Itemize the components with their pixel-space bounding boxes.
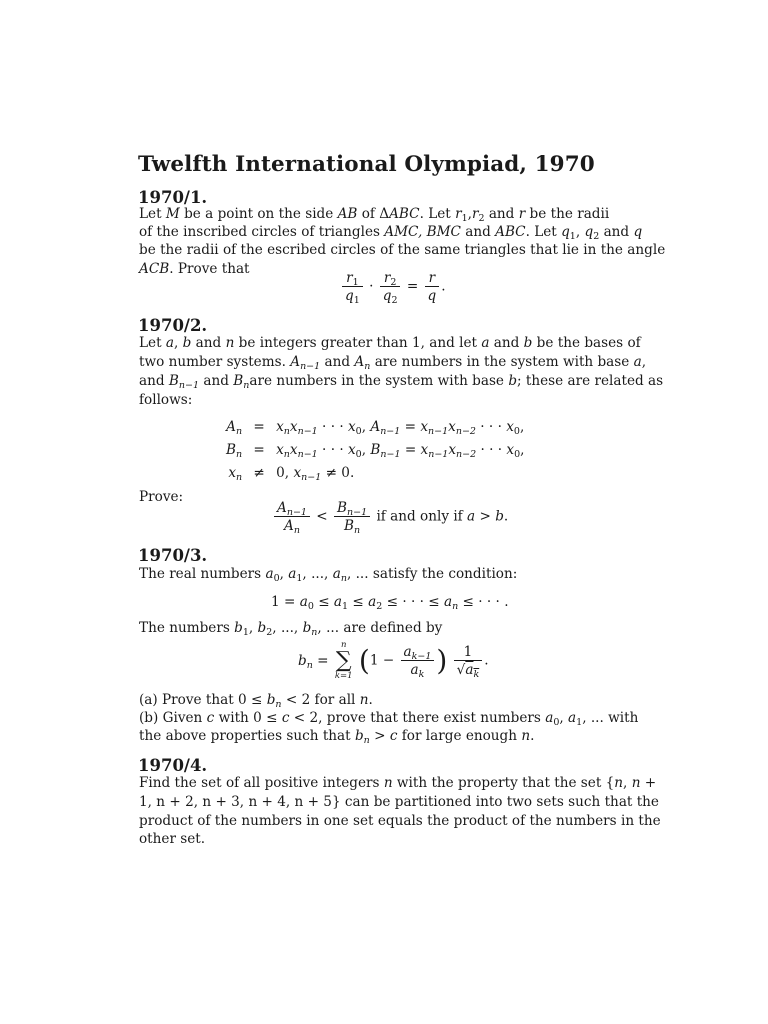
summation-sign: n ∑ k=1 [334,640,353,681]
problem-heading-2: 1970/2. [138,316,208,335]
p1-line-3: be the radii of the escribed circles of the same triangles that lie in the angle [139,242,666,258]
p1-line-2: of the inscribed circles of triangles AMC, BMC and ABC. Let $q_1$, $q_2$ and q [139,224,643,242]
p1-equation: $\frac{r_1}{q_1}$ · $\frac{r_2}{q_2}$ = $\frac{r}{q}$ . [340,270,446,304]
problem-heading-3: 1970/3. [138,546,208,565]
p3-part-b-line-2: the above properties such that $b_n > c$ for large enough n. [139,728,535,746]
document-title: Twelfth International Olympiad, 1970 [138,152,595,177]
p4-line-1: Find the set of all positive integers n with the property that the set {n, n + [139,775,657,791]
p3-part-b-line-1: (b) Given c with 0 ≤ c < 2, prove that there exist numbers $a_0$, $a_1$, ... with [139,710,639,728]
p3-definition-equation: $b_n$ = n ∑ k=1 (1 − $\frac{a_{k-1}}{a_k}$ ) $\frac{1}{√a_k}$ . [298,640,489,681]
p2-eq-row-3: $x_n$ ≠ 0, $x_{n-1} \ne 0$. [228,464,355,483]
p3-line-2: The numbers $b_1$, $b_2$, ..., $b_n$, ... are defined by [139,620,443,638]
p3-line-1: The real numbers $a_0$, $a_1$, ..., $a_n$, ... satisfy the condition: [139,566,518,584]
p2-equation-array [226,415,524,484]
p2-eq-row-1: $A_n$ = $x_nx_{n-1}$ · · · $x_0$, $A_{n-1} = x_{n-1}x_{n-2}$ · · · $x_0$, [226,418,525,437]
p4-line-3: product of the numbers in one set equals the product of the numbers in the [139,813,661,829]
problem-heading-4: 1970/4. [138,756,208,775]
p3-condition-equation: $1 = a_0 \le a_1 \le a_2$ ≤ · · · ≤ $a_n$ ≤ · · · . [271,594,509,612]
p2-line-4: follows: [139,392,193,408]
p2-eq-row-2: $B_n$ = $x_nx_{n-1}$ · · · $x_0$, $B_{n-1} = x_{n-1}x_{n-2}$ · · · $x_0$, [226,441,525,460]
problem-heading-1: 1970/1. [138,188,208,207]
p2-prove-equation: $\frac{A_{n-1}}{A_n}$ < $\frac{B_{n-1}}{B_n}$ if and only if a > b. [272,500,508,534]
p2-prove-label: Prove: [139,489,184,505]
p4-line-4: other set. [139,831,206,847]
p2-line-3: and $B_{n-1}$ and $B_nare$ numbers in the system with base b; these are related as [139,373,664,391]
p1-line-4: ACB. Prove that [139,261,250,277]
p2-line-1: Let a, b and n be integers greater than 1, and let a and b be the bases of [139,335,641,351]
p4-line-2: 1, n + 2, n + 3, n + 4, n + 5} can be partitioned into two sets such that the [139,794,659,810]
p3-part-a: (a) Prove that $0 \le b_n < 2$ for all n. [139,692,373,710]
p1-line-1: Let M be a point on the side AB of ΔABC. Let $r_1,r_2$ and r be the radii [139,206,610,224]
p2-line-2: two number systems. $A_{n-1}$ and $A_n$ are numbers in the system with base a, [139,354,647,372]
